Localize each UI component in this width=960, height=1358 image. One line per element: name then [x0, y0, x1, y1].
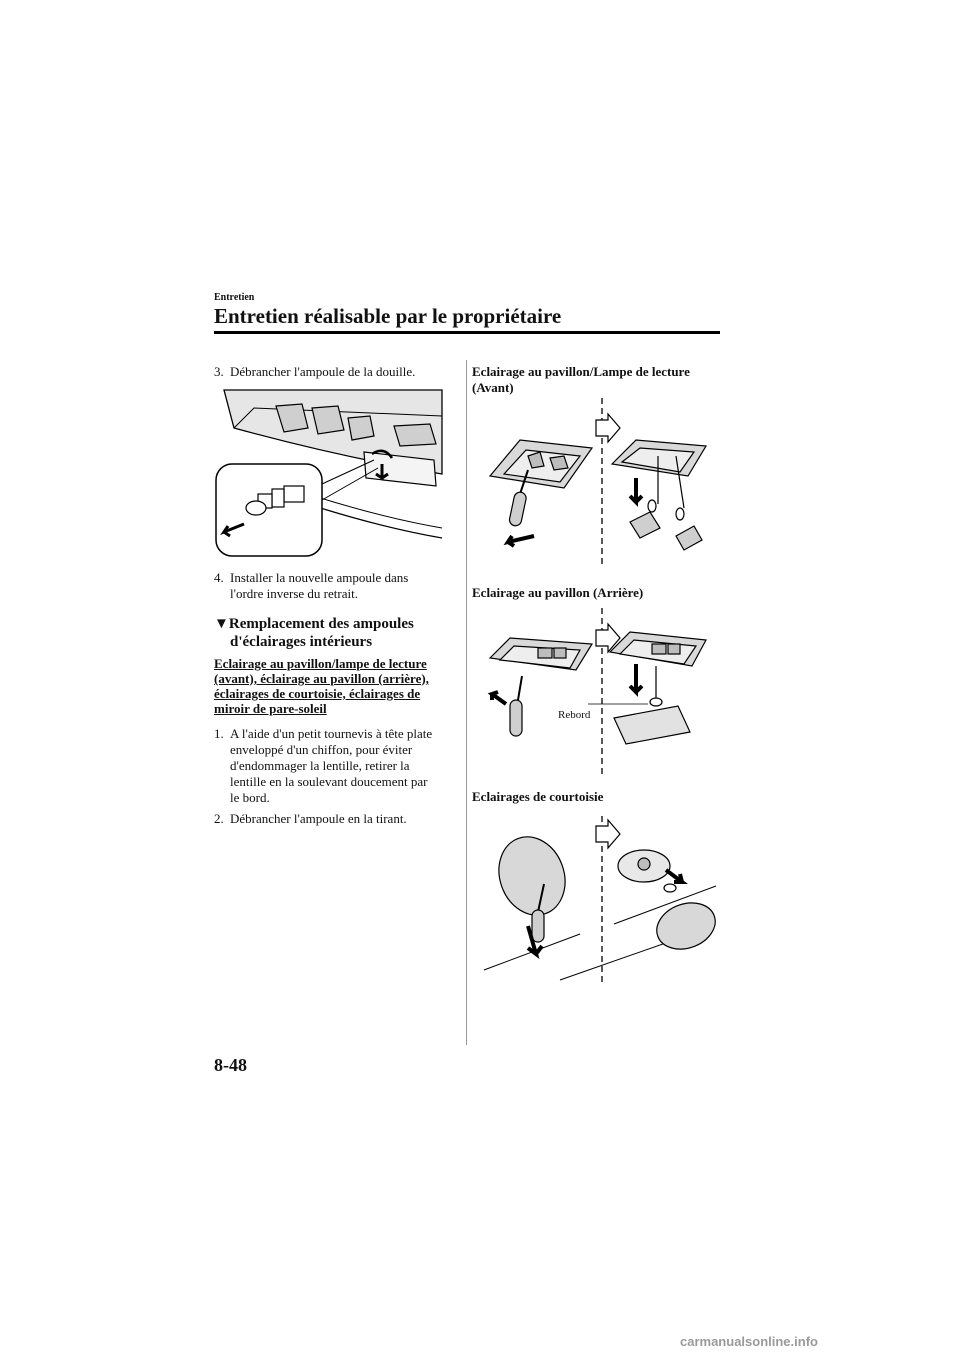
step-text-line: A l'aide d'un petit tournevis à tête plate — [230, 726, 433, 741]
page-title: Entretien réalisable par le propriétaire — [214, 304, 562, 328]
caption-line: (Avant) — [472, 380, 514, 395]
subheading-line: d'éclairages intérieurs — [230, 634, 373, 650]
step-text-line: lentille en la soulevant doucement par — [230, 774, 428, 789]
step-number: 3. — [214, 364, 224, 379]
step-text: Débrancher l'ampoule de la douille. — [230, 364, 416, 379]
step-2 — [214, 811, 407, 827]
figure-caption-rear-lamp: Eclairage au pavillon (Arrière) — [472, 585, 644, 600]
step-1 — [214, 726, 432, 806]
underlined-heading — [214, 656, 429, 716]
section-label: Entretien — [214, 292, 255, 303]
heading-line: (avant), éclairage au pavillon (arrière), — [214, 671, 429, 686]
watermark[interactable]: carmanualsonline.info — [680, 1334, 818, 1349]
step-text-line: d'endommager la lentille, retirer la — [230, 758, 410, 773]
step-text-line: l'ordre inverse du retrait. — [230, 586, 358, 601]
step-number: 1. — [214, 726, 224, 741]
figure-caption-courtesy-lamp: Eclairages de courtoisie — [472, 789, 604, 804]
subheading-line: Remplacement des ampoules — [228, 616, 414, 632]
column-divider — [466, 360, 467, 1045]
bulb-removal-illustration — [214, 388, 446, 558]
rear-overhead-lamp-illustration — [480, 606, 712, 778]
step-3 — [214, 364, 415, 380]
subheading — [214, 615, 414, 651]
figure-caption-front-lamp — [472, 364, 690, 396]
step-text: Débrancher l'ampoule en la tirant. — [230, 811, 407, 826]
step-text-line: le bord. — [230, 790, 270, 805]
title-rule — [214, 331, 720, 334]
step-text-line: enveloppé d'un chiffon, pour éviter — [230, 742, 413, 757]
heading-line: Eclairage au pavillon/lampe de lecture — [214, 656, 427, 671]
triangle-marker-icon: ▼ — [214, 616, 229, 632]
front-overhead-lamp-illustration — [480, 396, 712, 568]
step-text-line: Installer la nouvelle ampoule dans — [230, 570, 409, 585]
caption-line: Eclairage au pavillon/Lampe de lecture — [472, 364, 690, 379]
step-4 — [214, 570, 408, 602]
heading-line: éclairages de courtoisie, éclairages de — [214, 686, 421, 701]
step-number: 4. — [214, 570, 224, 585]
heading-line: miroir de pare-soleil — [214, 701, 327, 716]
page-number: 8-48 — [214, 1055, 247, 1075]
courtesy-lamp-illustration — [480, 814, 720, 986]
rebord-label: Rebord — [558, 709, 591, 721]
step-number: 2. — [214, 811, 224, 826]
